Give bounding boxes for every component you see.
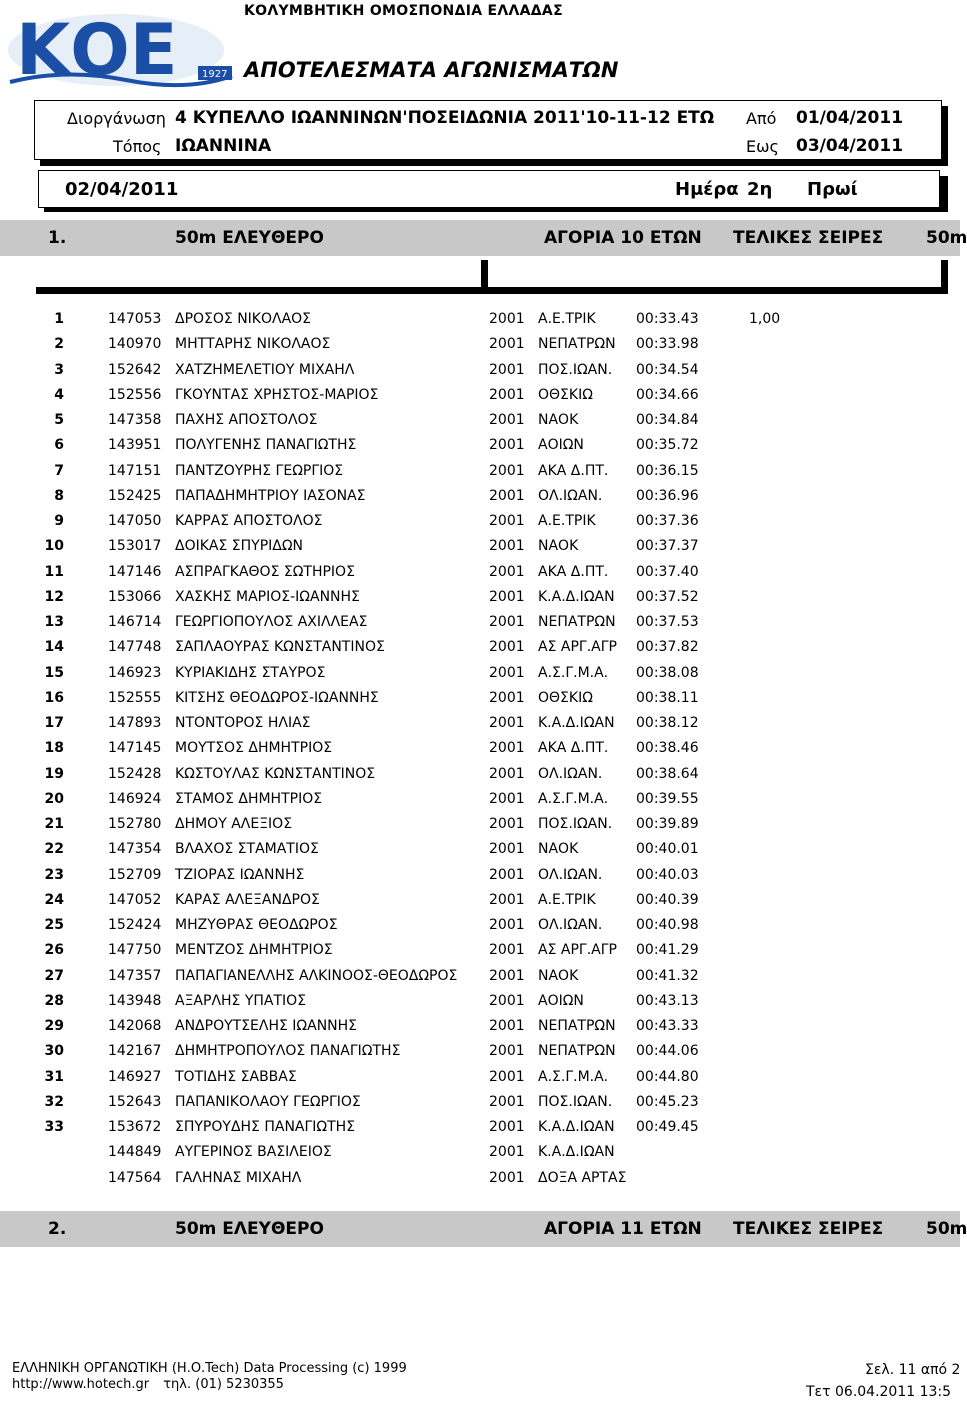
athlete-id: 143948: [108, 992, 162, 1009]
result-time: 00:37.37: [636, 538, 699, 555]
day-date: 02/04/2011: [65, 179, 179, 200]
athlete-name: ΝΤΟΝΤΟΡΟΣ ΗΛΙΑΣ: [175, 715, 311, 731]
club-name: ΔΟΞΑ ΑΡΤΑΣ: [538, 1169, 627, 1186]
athlete-name: ΚΑΡΑΣ ΑΛΕΞΑΝΔΡΟΣ: [175, 891, 320, 908]
to-label: Εως: [746, 137, 779, 156]
club-name: ΟΛ.ΙΩΑΝ.: [538, 765, 603, 782]
result-time: 00:39.55: [636, 790, 699, 807]
club-name: Α.Σ.Γ.Μ.Α.: [538, 790, 609, 807]
result-time: 00:40.03: [636, 866, 699, 883]
birth-year: 2001: [489, 715, 525, 731]
koe-logo: [6, 4, 232, 90]
result-time: 00:38.12: [636, 715, 699, 731]
birth-year: 2001: [489, 386, 525, 403]
result-time: 00:34.66: [636, 386, 699, 403]
athlete-name: ΤΟΤΙΔΗΣ ΣΑΒΒΑΣ: [175, 1068, 297, 1085]
birth-year: 2001: [489, 513, 525, 529]
athlete-name: ΠΑΝΤΖΟΥΡΗΣ ΓΕΩΡΓΙΟΣ: [175, 462, 344, 479]
table-row: [0, 867, 960, 892]
athlete-id: 143951: [108, 437, 162, 454]
birth-year: 2001: [489, 639, 525, 656]
birth-year: 2001: [489, 588, 525, 605]
table-row: [0, 841, 960, 866]
athlete-name: ΑΣΠΡΑΓΚΑΘΟΣ ΣΩΤΗΡΙΟΣ: [175, 563, 355, 580]
table-row: [0, 387, 960, 412]
result-place: 1: [54, 311, 64, 327]
athlete-id: 152709: [108, 866, 162, 883]
athlete-name: ΧΑΤΖΗΜΕΛΕΤΙΟΥ ΜΙΧΑΗΛ: [175, 361, 355, 378]
athlete-name: ΜΗΖΥΘΡΑΣ ΘΕΟΔΩΡΟΣ: [175, 917, 338, 933]
event-extra: 50m: [926, 228, 967, 248]
logo-lettering: ΚΟΕ: [16, 9, 178, 91]
club-name: ΝΑΟΚ: [538, 841, 579, 858]
result-time: 00:37.82: [636, 639, 699, 656]
page-number: Σελ. 11 από 2: [865, 1362, 961, 1378]
print-date: Τετ 06.04.2011 13:5: [806, 1384, 952, 1400]
result-place: 30: [44, 1043, 64, 1060]
result-time: 00:37.36: [636, 513, 699, 529]
birth-year: 2001: [489, 487, 525, 504]
athlete-id: 147357: [108, 967, 162, 984]
event-stage: ΤΕΛΙΚΕΣ ΣΕΙΡΕΣ: [733, 228, 884, 248]
result-time: 00:40.01: [636, 841, 699, 858]
club-name: ΑΣ ΑΡΓ.ΑΓΡ: [538, 942, 617, 959]
athlete-name: ΣΤΑΜΟΣ ΔΗΜΗΤΡΙΟΣ: [175, 790, 323, 807]
result-time: 00:44.80: [636, 1068, 699, 1085]
table-row: [0, 614, 960, 639]
club-name: Α.Ε.ΤΡΙΚ: [538, 513, 596, 529]
result-time: 00:36.15: [636, 462, 699, 479]
athlete-name: ΔΗΜΟΥ ΑΛΕΞΙΟΣ: [175, 816, 293, 832]
birth-year: 2001: [489, 1119, 525, 1135]
club-name: Α.Ε.ΤΡΙΚ: [538, 311, 596, 327]
result-place: 2: [54, 336, 64, 353]
day-label: Ημέρα: [675, 179, 739, 200]
table-row: [0, 766, 960, 791]
result-place: 8: [54, 487, 64, 504]
result-time: 00:43.13: [636, 992, 699, 1009]
club-name: ΑΟΙΩΝ: [538, 437, 584, 454]
result-time: 00:33.98: [636, 336, 699, 353]
club-name: Κ.Α.Δ.ΙΩΑΝ: [538, 1119, 615, 1135]
federation-name: ΚΟΛΥΜΒΗΤΙΚΗ ΟΜΟΣΠΟΝΔΙΑ ΕΛΛΑΔΑΣ: [244, 3, 563, 19]
athlete-name: ΣΠΥΡΟΥΔΗΣ ΠΑΝΑΓΙΩΤΗΣ: [175, 1119, 356, 1135]
table-row: [0, 740, 960, 765]
result-place: 3: [54, 361, 64, 378]
footer-company: ΕΛΛΗΝΙΚΗ ΟΡΓΑΝΩΤΙΚΗ (Η.Ο.Tech) Data Processing (c) 1999: [12, 1361, 407, 1376]
athlete-id: 147050: [108, 513, 162, 529]
table-row: [0, 513, 960, 538]
birth-year: 2001: [489, 816, 525, 832]
result-place: 26: [44, 942, 64, 959]
footer-phone: τηλ. (01) 5230355: [163, 1377, 284, 1392]
athlete-name: ΚΑΡΡΑΣ ΑΠΟΣΤΟΛΟΣ: [175, 513, 323, 529]
result-place: 15: [44, 664, 64, 681]
result-place: 14: [44, 639, 64, 656]
venue-label: Τόπος: [113, 137, 162, 156]
club-name: ΟΛ.ΙΩΑΝ.: [538, 917, 603, 933]
venue-value: ΙΩΑΝΝΙΝΑ: [175, 136, 272, 156]
footer-contact: [12, 1377, 284, 1392]
athlete-name: ΤΖΙΟΡΑΣ ΙΩΑΝΝΗΣ: [175, 866, 305, 883]
table-row: [0, 437, 960, 462]
birth-year: 2001: [489, 992, 525, 1009]
results-header-rule: [36, 287, 948, 294]
document-title: ΑΠΟΤΕΛΕΣΜΑΤΑ ΑΓΩΝΙΣΜΑΤΩΝ: [244, 58, 619, 82]
to-date: 03/04/2011: [796, 136, 904, 156]
athlete-name: ΠΑΠΑΝΙΚΟΛΑΟΥ ΓΕΩΡΓΙΟΣ: [175, 1093, 361, 1110]
birth-year: 2001: [489, 1068, 525, 1085]
result-place: 7: [54, 462, 64, 479]
club-name: Α.Σ.Γ.Μ.Α.: [538, 1068, 609, 1085]
athlete-name: ΚΥΡΙΑΚΙΔΗΣ ΣΤΑΥΡΟΣ: [175, 664, 326, 681]
club-name: ΝΑΟΚ: [538, 538, 579, 555]
result-time: 00:37.53: [636, 614, 699, 630]
table-row: [0, 917, 960, 942]
birth-year: 2001: [489, 614, 525, 630]
result-place: 19: [44, 765, 64, 782]
result-time: 00:37.52: [636, 588, 699, 605]
result-time: 00:35.72: [636, 437, 699, 454]
club-name: Κ.Α.Δ.ΙΩΑΝ: [538, 588, 615, 605]
day-box: [38, 170, 940, 208]
athlete-id: 147354: [108, 841, 162, 858]
result-place: 10: [44, 538, 64, 555]
athlete-name: ΓΑΛΗΝΑΣ ΜΙΧΑΗΛ: [175, 1169, 302, 1186]
athlete-name: ΑΝΔΡΟΥΤΣΕΛΗΣ ΙΩΑΝΝΗΣ: [175, 1018, 358, 1034]
athlete-name: ΔΗΜΗΤΡΟΠΟΥΛΟΣ ΠΑΝΑΓΙΩΤΗΣ: [175, 1043, 401, 1060]
athlete-id: 147893: [108, 715, 162, 731]
table-row: [0, 564, 960, 589]
athlete-name: ΜΟΥΤΣΟΣ ΔΗΜΗΤΡΙΟΣ: [175, 740, 333, 757]
club-name: ΑΚΑ Δ.ΠΤ.: [538, 563, 609, 580]
result-place: 23: [44, 866, 64, 883]
athlete-id: 147053: [108, 311, 162, 327]
result-place: 31: [44, 1068, 64, 1085]
result-time: 00:49.45: [636, 1119, 699, 1135]
birth-year: 2001: [489, 538, 525, 555]
result-time: 00:37.40: [636, 563, 699, 580]
club-name: ΝΕΠΑΤΡΩΝ: [538, 336, 616, 353]
birth-year: 2001: [489, 336, 525, 353]
result-time: 00:40.39: [636, 891, 699, 908]
athlete-name: ΠΟΛΥΓΕΝΗΣ ΠΑΝΑΓΙΩΤΗΣ: [175, 437, 357, 454]
table-row: [0, 1094, 960, 1119]
club-name: ΟΘΣΚΙΩ: [538, 689, 593, 706]
event-category: ΑΓΟΡΙΑ 10 ΕΤΩΝ: [544, 228, 702, 248]
club-name: ΝΑΟΚ: [538, 967, 579, 984]
athlete-id: 152642: [108, 361, 162, 378]
athlete-name: ΑΥΓΕΡΙΝΟΣ ΒΑΣΙΛΕΙΟΣ: [175, 1144, 332, 1161]
athlete-id: 153672: [108, 1119, 162, 1135]
birth-year: 2001: [489, 462, 525, 479]
birth-year: 2001: [489, 1093, 525, 1110]
result-place: 17: [44, 715, 64, 731]
logo-year: 1927: [202, 69, 228, 80]
athlete-id: 152780: [108, 816, 162, 832]
result-place: 18: [44, 740, 64, 757]
organizer-value: 4 ΚΥΠΕΛΛΟ ΙΩΑΝΝΙΝΩΝ'ΠΟΣΕΙΔΩΝΙΑ 2011'10-11-12 ΕΤΩ: [175, 108, 715, 128]
athlete-name: ΚΙΤΣΗΣ ΘΕΟΔΩΡΟΣ-ΙΩΑΝΝΗΣ: [175, 689, 379, 706]
athlete-id: 147358: [108, 412, 162, 428]
event-header-2: [0, 1211, 967, 1247]
result-place: 5: [54, 412, 64, 428]
birth-year: 2001: [489, 841, 525, 858]
event-number: 2.: [48, 1219, 67, 1239]
club-name: ΝΕΠΑΤΡΩΝ: [538, 1018, 616, 1034]
table-row: [0, 412, 960, 437]
result-points: 1,00: [749, 311, 781, 327]
athlete-id: 140970: [108, 336, 162, 353]
from-label: Από: [746, 109, 777, 128]
club-name: ΟΛ.ΙΩΑΝ.: [538, 487, 603, 504]
table-row: [0, 1119, 960, 1144]
result-time: 00:38.08: [636, 664, 699, 681]
result-place: 12: [44, 588, 64, 605]
athlete-id: 147564: [108, 1169, 162, 1186]
result-place: 22: [44, 841, 64, 858]
birth-year: 2001: [489, 765, 525, 782]
club-name: ΝΑΟΚ: [538, 412, 579, 428]
athlete-name: ΔΟΙΚΑΣ ΣΠΥΡΙΔΩΝ: [175, 538, 304, 555]
athlete-id: 142167: [108, 1043, 162, 1060]
birth-year: 2001: [489, 942, 525, 959]
event-stage: ΤΕΛΙΚΕΣ ΣΕΙΡΕΣ: [733, 1219, 884, 1239]
result-place: 20: [44, 790, 64, 807]
table-row: [0, 639, 960, 664]
table-row: [0, 690, 960, 715]
club-name: ΑΚΑ Δ.ΠΤ.: [538, 462, 609, 479]
athlete-name: ΑΞΑΡΛΗΣ ΥΠΑΤΙΟΣ: [175, 992, 307, 1009]
birth-year: 2001: [489, 917, 525, 933]
table-row: [0, 993, 960, 1018]
table-row: [0, 538, 960, 563]
result-place: 32: [44, 1093, 64, 1110]
result-place: 13: [44, 614, 64, 630]
result-place: 29: [44, 1018, 64, 1034]
result-time: 00:45.23: [636, 1093, 699, 1110]
event-number: 1.: [48, 228, 67, 248]
result-place: 21: [44, 816, 64, 832]
session: Πρωί: [807, 179, 858, 200]
result-place: 27: [44, 967, 64, 984]
athlete-name: ΠΑΧΗΣ ΑΠΟΣΤΟΛΟΣ: [175, 412, 318, 428]
result-place: 25: [44, 917, 64, 933]
birth-year: 2001: [489, 437, 525, 454]
athlete-id: 144849: [108, 1144, 162, 1161]
event-name: 50m ΕΛΕΥΘΕΡΟ: [175, 228, 324, 248]
result-time: 00:38.11: [636, 689, 699, 706]
club-name: ΝΕΠΑΤΡΩΝ: [538, 1043, 616, 1060]
athlete-id: 152424: [108, 917, 162, 933]
event-category: ΑΓΟΡΙΑ 11 ΕΤΩΝ: [544, 1219, 702, 1239]
athlete-id: 146923: [108, 664, 162, 681]
result-time: 00:34.54: [636, 361, 699, 378]
table-row: [0, 791, 960, 816]
birth-year: 2001: [489, 1043, 525, 1060]
table-row: [0, 589, 960, 614]
club-name: Κ.Α.Δ.ΙΩΑΝ: [538, 715, 615, 731]
table-row: [0, 463, 960, 488]
result-place: 24: [44, 891, 64, 908]
birth-year: 2001: [489, 1018, 525, 1034]
table-row: [0, 1069, 960, 1094]
athlete-name: ΣΑΠΛΑΟΥΡΑΣ ΚΩΝΣΤΑΝΤΙΝΟΣ: [175, 639, 385, 656]
result-place: 33: [44, 1119, 64, 1135]
athlete-id: 153017: [108, 538, 162, 555]
club-name: ΠΟΣ.ΙΩΑΝ.: [538, 816, 613, 832]
result-time: 00:38.64: [636, 765, 699, 782]
athlete-id: 142068: [108, 1018, 162, 1034]
athlete-id: 147052: [108, 891, 162, 908]
from-date: 01/04/2011: [796, 108, 904, 128]
athlete-name: ΧΑΣΚΗΣ ΜΑΡΙΟΣ-ΙΩΑΝΝΗΣ: [175, 588, 360, 605]
event-extra: 50m: [926, 1219, 967, 1239]
result-time: 00:40.98: [636, 917, 699, 933]
result-place: 16: [44, 689, 64, 706]
result-place: 9: [54, 513, 64, 529]
event-header-1: [0, 220, 967, 256]
result-time: 00:41.32: [636, 967, 699, 984]
birth-year: 2001: [489, 866, 525, 883]
athlete-id: 152555: [108, 689, 162, 706]
day-number: 2η: [747, 179, 773, 200]
birth-year: 2001: [489, 1169, 525, 1186]
birth-year: 2001: [489, 1144, 525, 1161]
athlete-id: 147146: [108, 563, 162, 580]
club-name: ΝΕΠΑΤΡΩΝ: [538, 614, 616, 630]
athlete-id: 146714: [108, 614, 162, 630]
table-row: [0, 336, 960, 361]
footer-website[interactable]: http://www.hotech.gr: [12, 1377, 150, 1392]
athlete-name: ΠΑΠΑΓΙΑΝΕΛΛΗΣ ΑΛΚΙΝΟΟΣ-ΘΕΟΔΩΡΟΣ: [175, 967, 458, 984]
result-time: 00:43.33: [636, 1018, 699, 1034]
birth-year: 2001: [489, 563, 525, 580]
birth-year: 2001: [489, 891, 525, 908]
result-time: 00:34.84: [636, 412, 699, 428]
table-row: [0, 1018, 960, 1043]
result-time: 00:41.29: [636, 942, 699, 959]
table-row: [0, 715, 960, 740]
result-time: 00:39.89: [636, 816, 699, 832]
table-row: [0, 488, 960, 513]
athlete-id: 152643: [108, 1093, 162, 1110]
table-row: [0, 362, 960, 387]
athlete-id: 152556: [108, 386, 162, 403]
table-row: [0, 1043, 960, 1068]
result-time: 00:38.46: [636, 740, 699, 757]
athlete-name: ΜΗΤΤΑΡΗΣ ΝΙΚΟΛΑΟΣ: [175, 336, 331, 353]
athlete-id: 152428: [108, 765, 162, 782]
athlete-id: 146924: [108, 790, 162, 807]
athlete-id: 147748: [108, 639, 162, 656]
table-row: [0, 816, 960, 841]
birth-year: 2001: [489, 790, 525, 807]
club-name: ΠΟΣ.ΙΩΑΝ.: [538, 1093, 613, 1110]
athlete-id: 147750: [108, 942, 162, 959]
table-row: [0, 311, 960, 336]
athlete-name: ΓΚΟΥΝΤΑΣ ΧΡΗΣΤΟΣ-ΜΑΡΙΟΣ: [175, 386, 379, 403]
table-row: [0, 1144, 960, 1169]
birth-year: 2001: [489, 689, 525, 706]
athlete-id: 152425: [108, 487, 162, 504]
club-name: Α.Ε.ΤΡΙΚ: [538, 891, 596, 908]
club-name: ΟΛ.ΙΩΑΝ.: [538, 866, 603, 883]
club-name: Α.Σ.Γ.Μ.Α.: [538, 664, 609, 681]
athlete-name: ΓΕΩΡΓΙΟΠΟΥΛΟΣ ΑΧΙΛΛΕΑΣ: [175, 614, 368, 630]
birth-year: 2001: [489, 967, 525, 984]
club-name: Κ.Α.Δ.ΙΩΑΝ: [538, 1144, 615, 1161]
birth-year: 2001: [489, 311, 525, 327]
athlete-name: ΜΕΝΤΖΟΣ ΔΗΜΗΤΡΙΟΣ: [175, 942, 333, 959]
organizer-label: Διοργάνωση: [67, 109, 166, 128]
club-name: ΠΟΣ.ΙΩΑΝ.: [538, 361, 613, 378]
birth-year: 2001: [489, 361, 525, 378]
meet-info-box: [34, 100, 942, 160]
result-place: 28: [44, 992, 64, 1009]
table-row: [0, 892, 960, 917]
athlete-id: 147145: [108, 740, 162, 757]
athlete-name: ΠΑΠΑΔΗΜΗΤΡΙΟΥ ΙΑΣΟΝΑΣ: [175, 487, 366, 504]
table-row: [0, 1170, 960, 1195]
birth-year: 2001: [489, 412, 525, 428]
club-name: ΟΘΣΚΙΩ: [538, 386, 593, 403]
club-name: ΑΣ ΑΡΓ.ΑΓΡ: [538, 639, 617, 656]
athlete-name: ΔΡΟΣΟΣ ΝΙΚΟΛΑΟΣ: [175, 311, 312, 327]
birth-year: 2001: [489, 664, 525, 681]
result-place: 11: [44, 563, 64, 580]
result-time: 00:44.06: [636, 1043, 699, 1060]
club-name: ΑΚΑ Δ.ΠΤ.: [538, 740, 609, 757]
result-time: 00:33.43: [636, 311, 699, 327]
table-row: [0, 665, 960, 690]
athlete-id: 153066: [108, 588, 162, 605]
table-row: [0, 968, 960, 993]
result-place: 6: [54, 437, 64, 454]
athlete-name: ΚΩΣΤΟΥΛΑΣ ΚΩΝΣΤΑΝΤΙΝΟΣ: [175, 765, 376, 782]
result-time: 00:36.96: [636, 487, 699, 504]
table-row: [0, 942, 960, 967]
athlete-name: ΒΛΑΧΟΣ ΣΤΑΜΑΤΙΟΣ: [175, 841, 319, 858]
athlete-id: 147151: [108, 462, 162, 479]
birth-year: 2001: [489, 740, 525, 757]
event-name: 50m ΕΛΕΥΘΕΡΟ: [175, 1219, 324, 1239]
result-place: 4: [54, 386, 64, 403]
club-name: ΑΟΙΩΝ: [538, 992, 584, 1009]
athlete-id: 146927: [108, 1068, 162, 1085]
